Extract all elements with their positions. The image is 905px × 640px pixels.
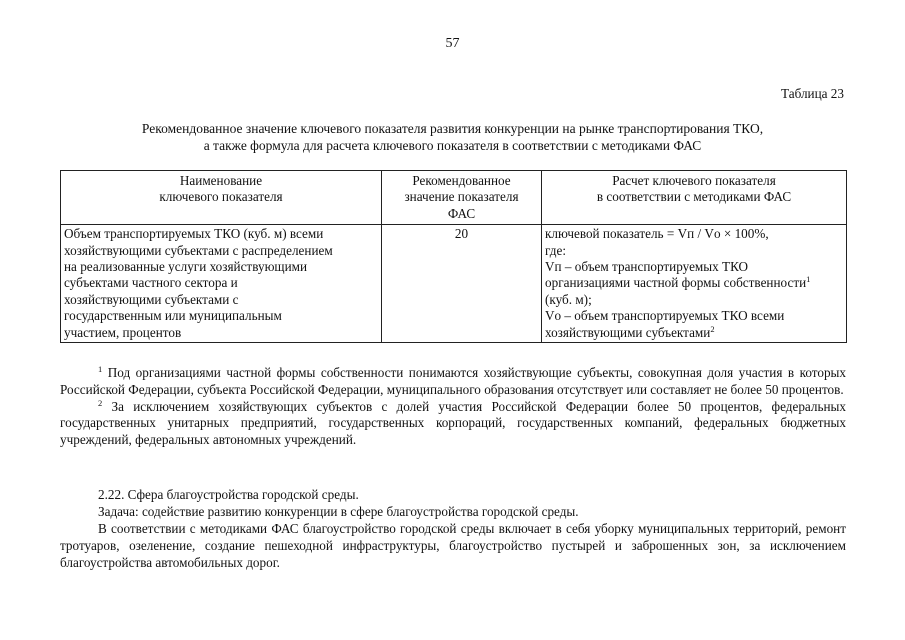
header-recommended-value: Рекомендованное значение показателя ФАС — [382, 171, 542, 225]
table-title-line: Рекомендованное значение ключевого показателя развития конкуренции на рынке транспортирования ТКО, — [141, 121, 764, 136]
table-label: Таблица 23 — [781, 86, 844, 101]
footnote-mark: 2 — [98, 397, 103, 408]
recommended-value-cell: 20 — [382, 225, 542, 343]
indicator-table — [60, 170, 847, 343]
table-title — [60, 120, 845, 154]
header-calculation: Расчет ключевого показателя в соответствии с методиками ФАС — [542, 171, 847, 225]
footnotes — [60, 365, 846, 449]
indicator-name-cell: Объем транспортируемых ТКО (куб. м) всеми хозяйствующими субъектами с распределением на реализованные услуги хозяйствующими субъектами частного сектора и хозяйствующими субъектами с государственным или муниципальным участием, процентов — [61, 225, 382, 343]
footnote-ref: 2 — [710, 323, 715, 334]
header-indicator-name: Наименование ключевого показателя — [61, 171, 382, 225]
footnote-ref: 1 — [806, 274, 811, 285]
footnote: $^1$ Под организациями частной формы собственности понимаются хозяйствующие субъекты, совокупная доля участия в которых Российской Федерации, субъекта Российской Федерации, муниципального образования отсутствует или составляет не более 50 процентов. — [60, 364, 846, 397]
table-header-row — [61, 171, 847, 225]
footnote-mark: 1 — [98, 364, 103, 374]
section-task: Задача: содействие развитию конкуренции в сфере благоустройства городской среды. — [98, 504, 579, 519]
section-heading: 2.22. Сфера благоустройства городской среды. — [98, 487, 359, 502]
page-number: 57 — [445, 36, 460, 51]
section-2-22 — [60, 486, 846, 571]
calculation-cell: ключевой показатель = Vп / Vо × 100%, где: Vп – объем транспортируемых ТКО организациями частной формы собственности$^1$ (куб. м); Vо – объем транспортируемых ТКО всеми хозяйствующими субъектами$^2$ — [542, 225, 847, 343]
section-body: В соответствии с методиками ФАС благоустройство городской среды включает в себя уборку муниципальных территорий, ремонт тротуаров, озеленение, создание пешеходной инфраструктуры, благоустройство пустырей и заброшенных зон, за исключением благоустройства автомобильных дорог. — [60, 521, 846, 570]
footnote: $^2$ За исключением хозяйствующих субъектов с долей участия Российской Федерации более 50 процентов, федеральных государственных унитарных предприятий, государственных корпораций, государственных компаний, федеральных бюджетных учреждений, федеральных автономных учреждений. — [60, 397, 846, 448]
table-row — [61, 225, 847, 343]
table-title-line: а также формула для расчета ключевого показателя в соответствии с методиками ФАС — [203, 138, 702, 153]
